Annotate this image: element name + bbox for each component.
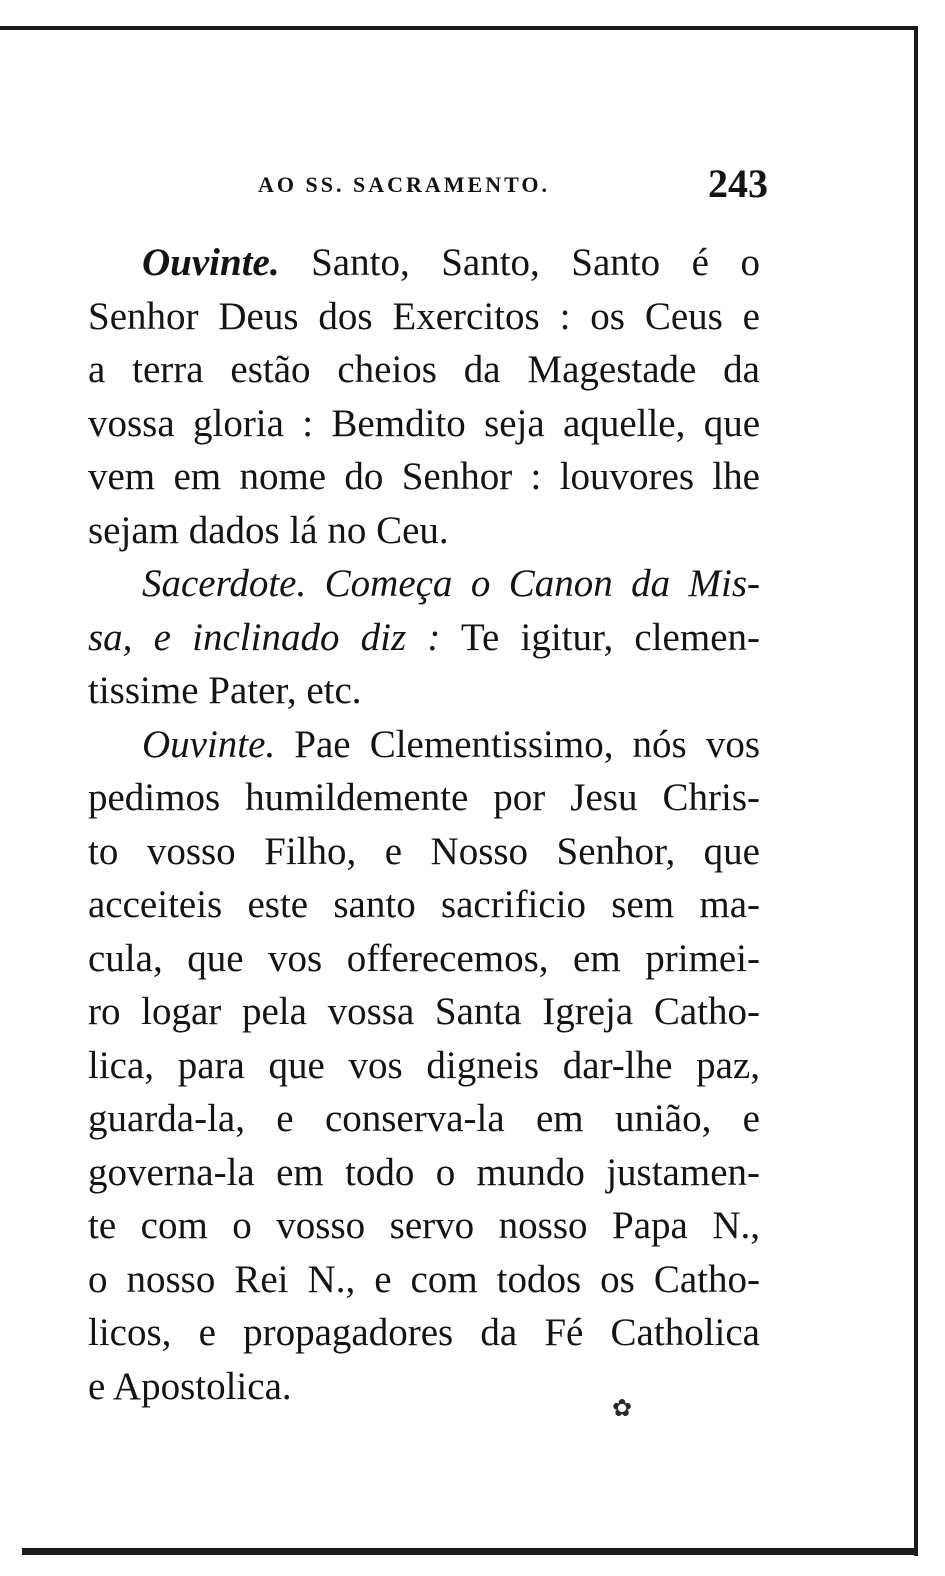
rubric-text: Começa o Canon da Mis- xyxy=(306,562,760,605)
text-line: tissime Pater, etc. xyxy=(88,669,362,712)
line-text: Pae Clementissimo, nós vos xyxy=(275,722,760,766)
ornament-icon: ✿ xyxy=(612,1394,633,1422)
rubric-text: sa, e inclinado diz : xyxy=(88,615,441,659)
running-head: AO SS. SACRAMENTO. xyxy=(258,172,550,197)
text-line xyxy=(88,236,760,290)
speaker-label: Sacerdote. xyxy=(142,562,307,605)
text-line: vossa gloria : Bemdito seja aquelle, que xyxy=(88,401,760,445)
text-line: ro logar pela vossa Santa Igreja Catho- xyxy=(88,990,760,1033)
text-line: sejam dados lá no Ceu. xyxy=(88,508,449,552)
text-line xyxy=(88,718,760,772)
bottom-border-rule xyxy=(22,1548,918,1555)
top-border-rule xyxy=(0,26,918,30)
line-text: Santo, Santo, Santo é o xyxy=(279,241,760,284)
text-line: licos, e propagadores da Fé Catholica xyxy=(88,1311,760,1354)
text-line: Senhor Deus dos Exercitos : os Ceus e xyxy=(88,294,760,338)
text-line: to vosso Filho, e Nosso Senhor, que xyxy=(88,829,760,873)
speaker-label: Ouvinte. xyxy=(142,241,280,284)
text-line: governa-la em todo o mundo justamen- xyxy=(88,1150,760,1194)
line-text: Te igitur, clemen- xyxy=(440,615,760,659)
text-line: a terra estão cheios da Magestade da xyxy=(88,348,760,391)
text-line xyxy=(88,557,760,611)
text-line: e Apostolica. xyxy=(88,1364,292,1408)
text-line: guarda-la, e conserva-la em união, e xyxy=(88,1097,760,1140)
text-line: te com o vosso servo nosso Papa N., xyxy=(88,1204,760,1247)
text-line xyxy=(88,611,760,665)
text-line: o nosso Rei N., e com todos os Catho- xyxy=(88,1257,760,1301)
text-line: lica, para que vos digneis dar-lhe paz, xyxy=(88,1043,760,1087)
page-header xyxy=(258,160,768,204)
body-text xyxy=(88,236,760,1413)
text-line: acceiteis este santo sacrificio sem ma- xyxy=(88,883,760,926)
right-border-rule xyxy=(914,26,918,1556)
page-number: 243 xyxy=(708,161,768,206)
text-line: pedimos humildemente por Jesu Chris- xyxy=(88,776,760,819)
text-line: vem em nome do Senhor : louvores lhe xyxy=(88,455,760,498)
text-line: cula, que vos offerecemos, em primei- xyxy=(88,936,760,980)
speaker-label: Ouvinte. xyxy=(142,722,276,766)
